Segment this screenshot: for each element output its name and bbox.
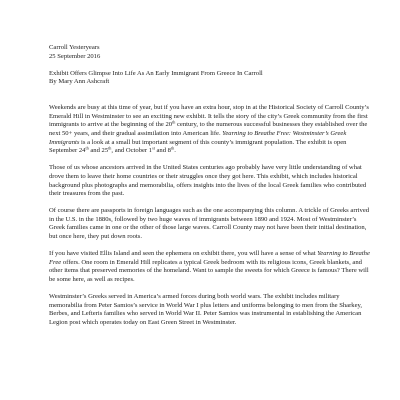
- paragraph-1-text: , and October 1: [111, 147, 153, 155]
- spacer: [49, 156, 373, 165]
- paragraph-1-text: is a look at a small but important segment of this county’s immigrant population. The exhibit is open September 24: [49, 138, 347, 155]
- ordinal-suffix: st: [152, 145, 155, 151]
- spacer: [49, 96, 373, 105]
- article-byline: By Mary Ann Ashcraft: [49, 78, 110, 86]
- exhibit-title: Yearning to Breathe Free: Westminster’s Greek Immigrants: [49, 129, 347, 146]
- paragraph-4-text: offers. One room in Emerald Hill replicates a typical Greek bedroom with its religious icons, Greek blankets, and other items that preserved memories of the homeland. Want to sample the sweets for which Greece is famous? There will be some here, as well as recipes.: [49, 258, 369, 284]
- ordinal-suffix: th: [108, 145, 112, 151]
- article-headline: Exhibit Offers Glimpse Into Life As An Early Immigrant From Greece In Carroll: [49, 69, 263, 77]
- spacer: [49, 61, 373, 70]
- paragraph-1-text: .: [174, 147, 176, 155]
- ordinal-suffix: th: [170, 145, 175, 151]
- paragraph-1: [49, 104, 373, 156]
- paragraph-3: Of course there are passports in foreign languages such as the one accompanying this column. A trickle of Greeks arrived in the U.S. in the 1880s, followed by two huge waves of immigrants between 1890 and 1924. Most of Westminster’s Greek families came in one or the other of those large waves. Carroll County may not have been their initial destination, but once here, they put down roots.: [49, 207, 370, 241]
- paragraph-4-text: If you have visited Ellis Island and seen the ephemera on exhibit there, you will have a sense of what: [49, 250, 318, 258]
- publication-date: 25 September 2016: [49, 52, 101, 60]
- spacer: [49, 242, 373, 251]
- spacer: [49, 87, 373, 96]
- paragraph-2: Those of us whose ancestors arrived in the United States centuries ago probably have very little understanding of what drove them to leave their home countries or their struggles once they got here. This exhibit, which includes historical background plus photographs and memorabilia, offers insights into the lives of the local Greek families who contributed their treasures from the past.: [49, 164, 367, 198]
- ordinal-suffix: th: [85, 145, 89, 151]
- spacer: [49, 285, 373, 294]
- paragraph-5: Westminster’s Greeks served in America’s armed forces during both world wars. The exhibit includes military memorabilia from Peter Samios’s service in World War I plus letters and uniforms belonging to men from the Sharkey, Berbes, and Lefteris families who served in World War II. Peter Samios was instrumental in establishing the American Legion post which operates today on East Green Street in Westminster.: [49, 293, 363, 326]
- paragraph-1-text: Weekends are busy at this time of year, but if you have an extra hour, stop in at the Historical Society of Carroll County’s Emerald Hill in Westminster to see an exciting new exhibit. It tells the story of the city’s Greek community from the first immigrants to arrive at the beginning of the 20: [49, 104, 369, 129]
- paragraph-1-text: century, to the numerous successful businesses they established over the next 50+ years, and their gradual assimilation into American life.: [49, 121, 368, 137]
- ordinal-suffix: th: [172, 119, 176, 125]
- spacer: [49, 199, 373, 208]
- publication-name: Carroll Yesteryears: [49, 44, 100, 51]
- paragraph-1-text: and 8: [154, 147, 171, 155]
- paragraph-1-text: and 25: [88, 147, 109, 155]
- paragraph-4: [49, 250, 373, 284]
- exhibit-title: Yearning to Breathe Free: [49, 250, 370, 266]
- document-page: [49, 44, 373, 328]
